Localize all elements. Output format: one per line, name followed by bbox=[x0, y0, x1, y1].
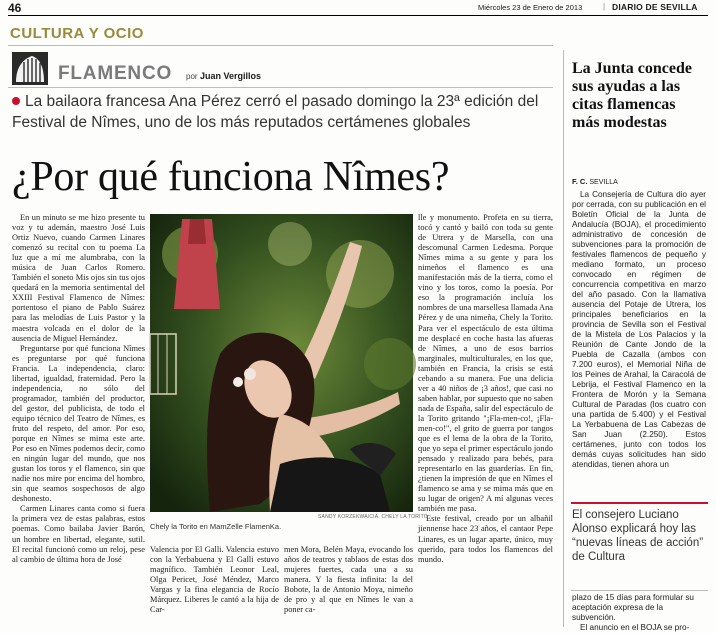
rubric-title: FLAMENCO bbox=[58, 63, 173, 84]
sidebar-byline-name: F. C. bbox=[572, 177, 588, 186]
article-column-2 bbox=[150, 545, 279, 627]
article-paragraph: men Mora, Belén Maya, evocando los años de teatros y tablaos de estas dos mujeres fuertes, cada una a su manera. Y la fiesta infinita: la del Bobote, la de Antonio Moya, nimeño de pro y al que en Nîmes le van a poner ca- bbox=[284, 545, 413, 615]
article-paragraph: Este festival, creado por un albañil jiennense hace 23 años, el cantaor Pepe Linares, es un lugar aparte, único, muy querido, para todos los flamencos del mundo. bbox=[418, 514, 553, 564]
article-paragraph: Carmen Linares canta como si fuera la primera vez de estas palabras, estos poemas. Como bailaba Javier Barón, un hombre en libertad, elegante, sutil. El recital funcionó como un reloj, pese al cambio de última hora de José bbox=[12, 504, 145, 564]
bullet-dot-icon bbox=[12, 97, 20, 105]
byline-prefix: por bbox=[186, 72, 198, 81]
rubric-rule bbox=[8, 87, 553, 88]
sidebar-deck: El consejero Luciano Alonso explicará hoy las “nuevas líneas de acción” de Cultura bbox=[572, 509, 704, 563]
article-photo bbox=[150, 214, 413, 512]
article-paragraph: En un minuto se me hizo presente tu voz y tu ademán, maestro José Luis Ortiz Nuevo, cuando Carmen Linares comenzó su recital con tu poema La luz que a mí me alumbraba, con la música de Juan Carlos Romero. También el soneto Mis ojos sin tus ojos quedará en la memoria sentimental del XXIII Festival Flamenco de Nîmes: portentoso el piano de Pablo Suárez para las melodías de Luis Pastor y la maestra volcada en el dolor de la ausencia de Miguel Hernández. bbox=[12, 213, 145, 343]
article-column-4 bbox=[418, 213, 553, 627]
section-title: CULTURA Y OCIO bbox=[10, 25, 144, 42]
article-paragraph: Valencia por El Galli. Valencia estuvo con la Yerbabuena y El Galli estuvo magnífico. También Leonor Leal, Olga Pericet, José Méndez, Marco Vargas y la fina elegancia de Rocío Márquez. Liberes le cantó a la hija de Car- bbox=[150, 545, 279, 615]
section-rule bbox=[8, 45, 553, 46]
guitar-logo-icon bbox=[12, 52, 48, 85]
deck-subtitle bbox=[12, 91, 552, 133]
sidebar-foot bbox=[572, 593, 706, 632]
byline-author: Juan Vergillos bbox=[200, 71, 262, 81]
sidebar-accent-rule bbox=[571, 502, 708, 504]
sidebar-byline-place: SEVILLA bbox=[589, 179, 618, 186]
article-column-3 bbox=[284, 545, 413, 627]
article-paragraph: Preguntarse por qué funciona Nîmes es preguntarse por qué funciona Francia. La independencia, claro: libertad, igualdad, fraternidad. Pero la independencia, no sólo del programador, también del productor, del gestor, del publicista, de todo el equipo técnico del Teatro de Nîmes, es fruto del respeto, del amor. Por eso, porque en Nîmes se mima este arte. Por eso en Nîmes podemos decir, como en ningún lugar del mundo, que nos gustan los toros y el flamenco, sin que nadie nos mire por encima del hombro, sin que seamos sospechosos de algo deshonesto. bbox=[12, 343, 145, 504]
sidebar-headline: La Junta concede sus ayudas a las citas flamencas más modestas bbox=[572, 60, 692, 131]
sidebar-body bbox=[572, 190, 706, 493]
headline: ¿Por qué funciona Nîmes? bbox=[12, 154, 450, 200]
article-paragraph: lle y monumento. Profeta en su tierra, tocó y cantó y bailó con toda su gente de Utrera y de Marsella, con una descomunal Carmen Ledesma. Porque Nîmes mima a su gente y para los nimeños el flamenco es una manifestación más de la tierra, como el vino y los toros, como la poesía. Por eso la programación incluía los nombres de una marsellesa llamada Ana Pérez y de una nimeña, Chely la Torito. Para ver el espectáculo de esta última me desplacé en coche hasta las afueras de Nîmes, a uno de esos barrios marginales, multiculturales, en los que, también en Francia, la crisis se está cebando a su manera. Fue una delicia ver a 40 niños de ¡3 años!, que casi no saben hablar, por supuesto que no saben nada de España, salir del espectáculo de la Torito gritando "¡Fla-men-co!, ¡Fla-men-co!", el grito de guerra por tangos que es el lema de la obra de la Torito, que yo sepa el primer espectáculo jondo pensado y realizado para bebés, para representarlo en las guarderías. En fin, ¿tienen la impresión de que en Nîmes el flamenco se ama y se mima más que en su lugar de origen? A mí algunas veces también me pasa. bbox=[418, 213, 553, 514]
top-rule bbox=[8, 15, 708, 16]
article-column-1 bbox=[12, 213, 145, 627]
sidebar-byline bbox=[572, 177, 618, 186]
sidebar-foot-text-2: El anuncio en el BOJA se pro- bbox=[580, 623, 690, 632]
sidebar-rule bbox=[571, 590, 708, 591]
page-number: 46 bbox=[8, 1, 22, 15]
sidebar-foot-text: plazo de 15 días para formular su aceptación expresa de la subvención. bbox=[572, 593, 694, 622]
sidebar-divider bbox=[563, 50, 564, 627]
sidebar-paragraph: La Consejería de Cultura dio ayer por cerrada, con su publicación en el Boletín Oficial de la Junta de Andalucía (BOJA), el procedimiento administrativo de concesión de subvenciones para la promoción de festivales flamencos de pequeño y mediano formato, un proceso convocado en régimen de concurrencia competitiva en marzo del año pasado. Con la llamativa ausencia del Potaje de Utrera, los principales beneficiarios en la provincia de Sevilla son el Festival de la Mistela de Los Palacios y la Reunión de Cante Jondo de la Puebla de Cazalla (ambos con 7.200 euros), el Memorial Niña de los Peines de Arahal, la Caracolá de Lebrija, el Festival Flamenco en la Frontera de Morón y la Semana Cultural de Paradas (los cuatro con una partida de 5.400) y el Festival La Yerbabuena de Las Cabezas de San Juan (2.250). Estos certámenes, junto con todos los demás cuyas solicitudes han sido atendidas, tienen ahora un bbox=[572, 190, 706, 469]
deck-text: La bailaora francesa Ana Pérez cerró el pasado domingo la 23ª edición del Festival de Nîmes, uno de los más reputados certámenes globales bbox=[12, 93, 539, 131]
newspaper-name: DIARIO DE SEVILLA bbox=[612, 2, 698, 12]
photo-credit: SANDY KORZEKWA/CIA. CHELY LA TORITO bbox=[318, 514, 428, 520]
dateline: Miércoles 23 de Enero de 2013 bbox=[478, 3, 583, 12]
header-separator: | bbox=[603, 2, 606, 11]
photo-caption: Chely la Torito en MamZelle FlamenKa. bbox=[150, 522, 282, 531]
